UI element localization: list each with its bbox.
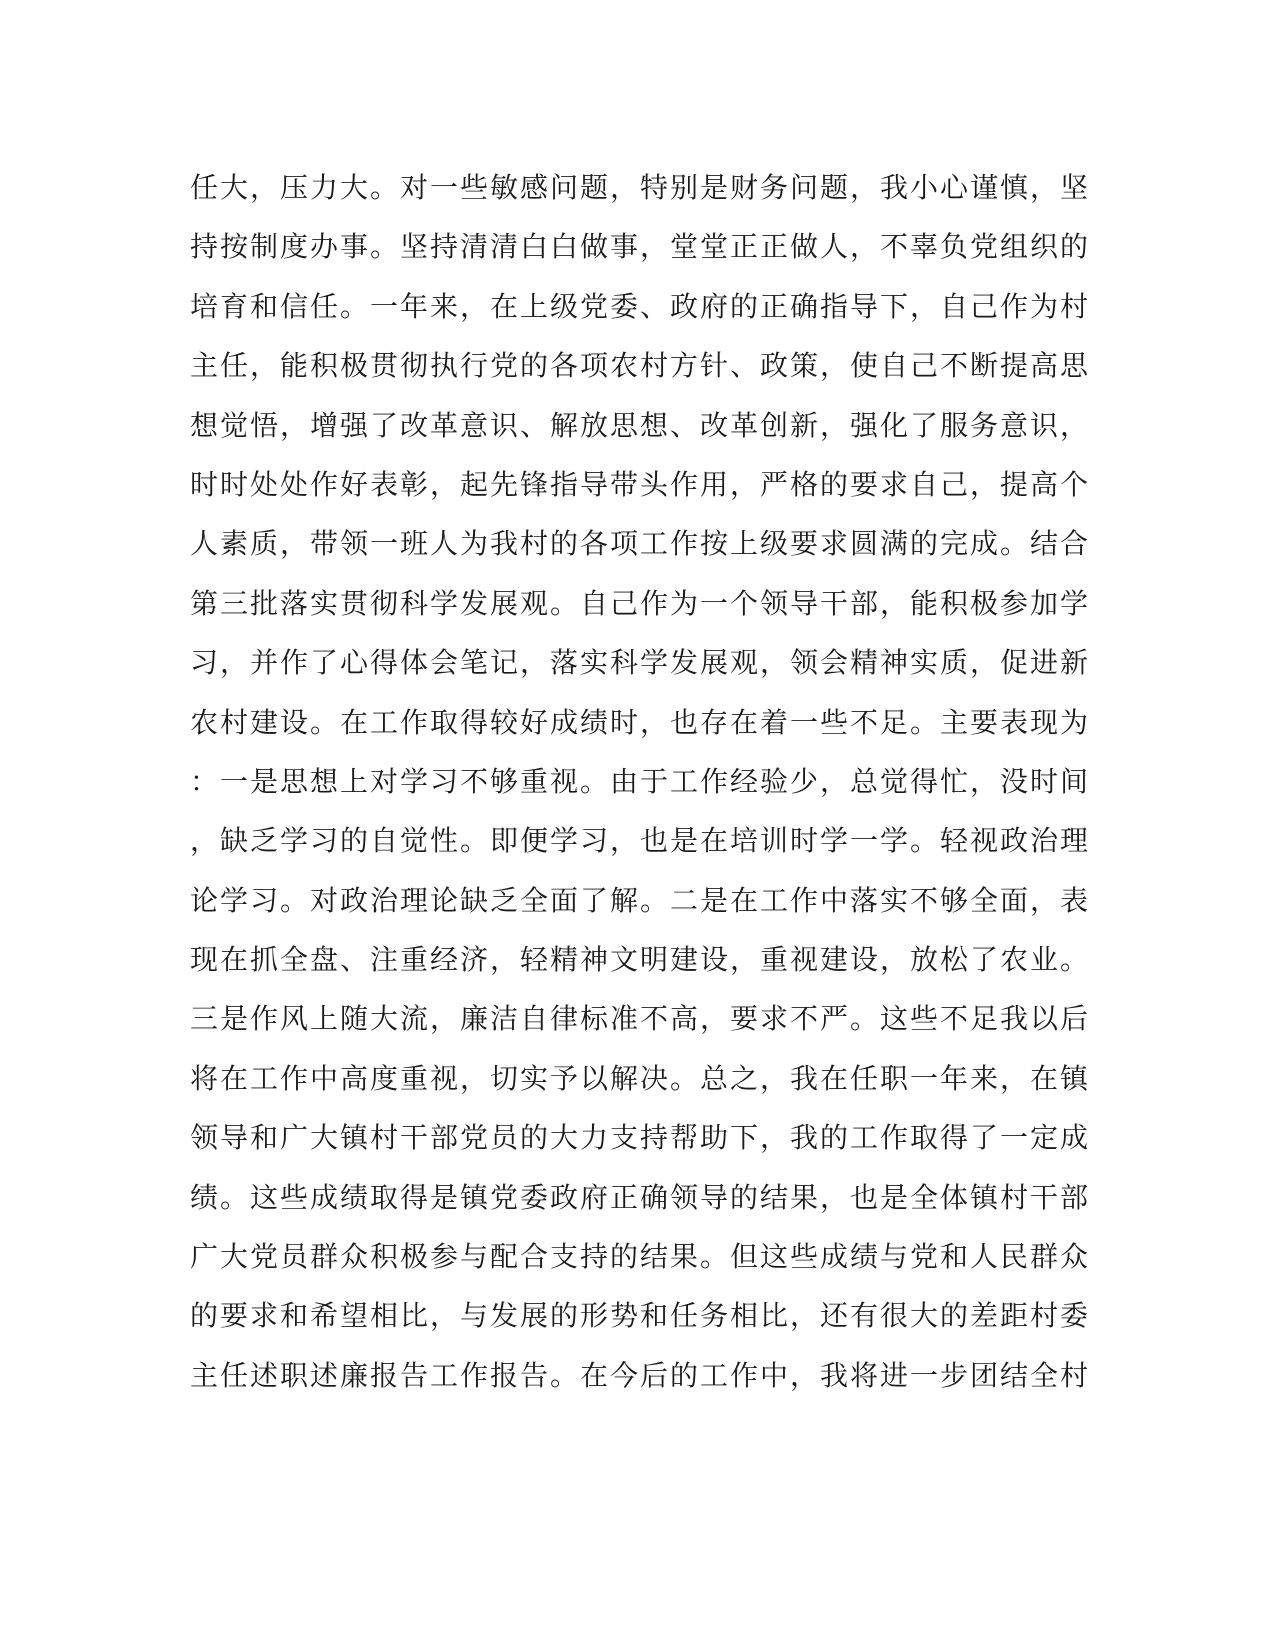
text-line: 持按制度办事。坚持清清白白做事，堂堂正正做人，不辜负党组织的 — [190, 230, 1091, 264]
text-line: 将在工作中高度重视，切实予以解决。总之，我在任职一年来，在镇 — [190, 1061, 1091, 1095]
text-line: 任大，压力大。对一些敏感问题，特别是财务问题，我小心谨慎，坚 — [190, 171, 1091, 204]
text-line: 论学习。对政治理论缺乏全面了解。二是在工作中落实不够全面，表 — [190, 883, 1091, 917]
text-line: 主任，能积极贯彻执行党的各项农村方针、政策，使自己不断提高思 — [190, 349, 1091, 383]
text-line: 现在抓全盘、注重经济，轻精神文明建设，重视建设，放松了农业。 — [190, 943, 1091, 977]
text-line: 培育和信任。一年来，在上级党委、政府的正确指导下，自己作为村 — [190, 289, 1091, 323]
text-line: ：一是思想上对学习不够重视。由于工作经验少，总觉得忙，没时间 — [190, 764, 1091, 798]
body-text — [190, 158, 1091, 1405]
text-line: 绩。这些成绩取得是镇党委政府正确领导的结果，也是全体镇村干部 — [190, 1180, 1091, 1214]
text-line: 主任述职述廉报告工作报告。在今后的工作中，我将进一步团结全村 — [190, 1358, 1091, 1392]
text-line: 时时处处作好表彰，起先锋指导带头作用，严格的要求自己，提高个 — [190, 467, 1091, 501]
text-line: 想觉悟，增强了改革意识、解放思想、改革创新，强化了服务意识， — [190, 408, 1091, 442]
text-line: 习，并作了心得体会笔记，落实科学发展观，领会精神实质，促进新 — [190, 646, 1091, 680]
text-line: 领导和广大镇村干部党员的大力支持帮助下，我的工作取得了一定成 — [190, 1121, 1091, 1155]
text-line: 广大党员群众积极参与配合支持的结果。但这些成绩与党和人民群众 — [190, 1240, 1091, 1274]
text-line: 人素质，带领一班人为我村的各项工作按上级要求圆满的完成。结合 — [190, 527, 1091, 561]
text-line: 第三批落实贯彻科学发展观。自己作为一个领导干部，能积极参加学 — [190, 586, 1091, 620]
text-line: 三是作风上随大流，廉洁自律标准不高，要求不严。这些不足我以后 — [190, 1002, 1091, 1036]
text-line: 的要求和希望相比，与发展的形势和任务相比，还有很大的差距村委 — [190, 1299, 1091, 1333]
text-line: 农村建设。在工作取得较好成绩时，也存在着一些不足。主要表现为 — [190, 705, 1091, 739]
text-line: ，缺乏学习的自觉性。即便学习，也是在培训时学一学。轻视政治理 — [190, 824, 1091, 858]
